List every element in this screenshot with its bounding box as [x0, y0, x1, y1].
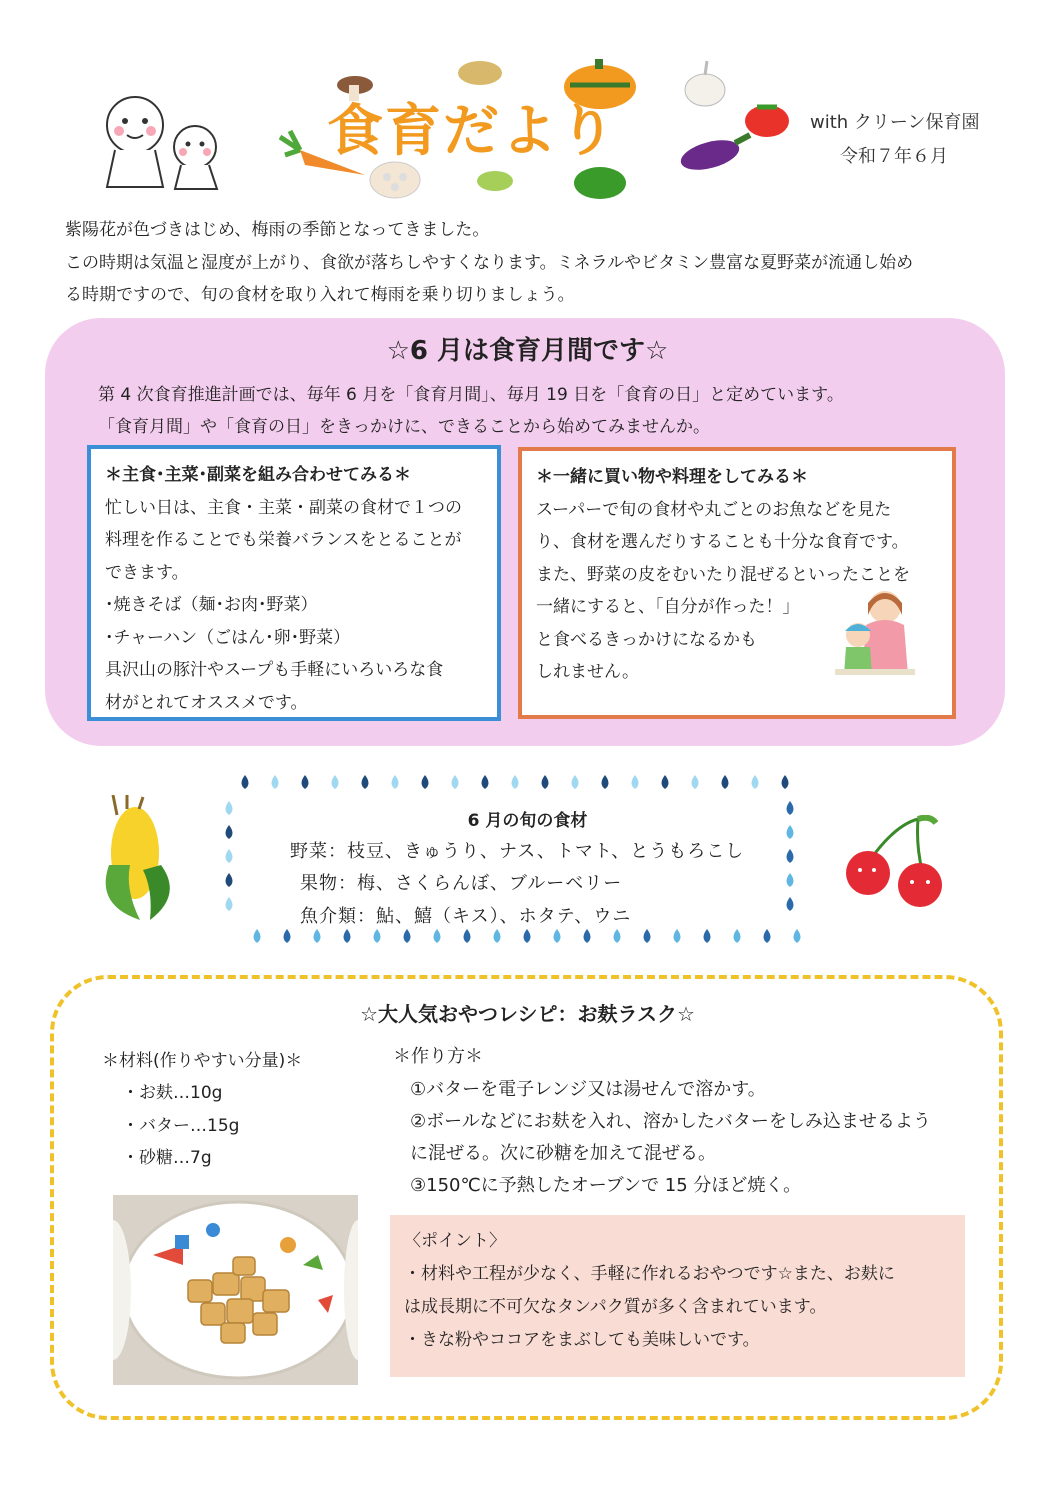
seasonal-fruits: 果物：梅、さくらんぼ、ブルーベリー	[300, 873, 623, 894]
seasonal-vegetables: 野菜：枝豆、きゅうり、ナス、トマト、とうもろこし	[290, 841, 745, 862]
raindrop-icon	[787, 873, 794, 887]
raindrop-icon	[787, 897, 794, 911]
point-line: ・きな粉やココアをまぶしても美味しいです。	[404, 1330, 760, 1350]
combine-dishes-box	[87, 445, 501, 721]
raindrop-icon	[662, 775, 669, 789]
raindrop-icon	[452, 775, 459, 789]
raindrop-icon	[572, 775, 579, 789]
cook-together-line: スーパーで旬の食材や丸ごとのお魚などを見た	[536, 499, 892, 520]
combine-dishes-line: ･焼きそば（麺･お肉･野菜）	[105, 595, 318, 615]
teru-teru-bozu-icon	[107, 97, 217, 189]
cook-together-line: 一緒にすると、「自分が作った！」	[536, 597, 800, 617]
recipe-title: ☆大人気おやつレシピ：お麸ラスク☆	[360, 1002, 695, 1026]
raindrop-icon	[482, 775, 489, 789]
raindrop-icon	[674, 929, 681, 943]
cook-together-heading: ＊一緒に買い物や料理をしてみる＊	[536, 467, 808, 487]
mushroom-icon	[337, 76, 373, 101]
point-line: は成長期に不可欠なタンパク質が多く含まれています。	[404, 1297, 827, 1317]
intro-line-1: 紫陽花が色づきはじめ、梅雨の季節となってきました。	[65, 220, 490, 240]
method-step: ①バターを電子レンジ又は湯せんで溶かす。	[410, 1079, 766, 1100]
raindrop-icon	[787, 849, 794, 863]
raindrop-icon	[764, 929, 771, 943]
combine-dishes-line: 料理を作ることでも栄養バランスをとることが	[105, 530, 462, 550]
organization-name: with クリーン保育園	[810, 112, 980, 133]
raindrop-icon	[584, 929, 591, 943]
point-heading: 〈ポイント〉	[404, 1231, 506, 1251]
header-illustration	[95, 55, 795, 205]
method-step: ③150℃に予熱したオーブンで 15 分ほど焼く。	[410, 1175, 802, 1196]
raindrop-icon	[794, 929, 801, 943]
rusk-photo	[113, 1195, 358, 1385]
raindrop-icon	[374, 929, 381, 943]
raindrop-icon	[302, 775, 309, 789]
green-pepper-icon	[574, 167, 626, 199]
raindrop-icon	[734, 929, 741, 943]
ingredient-item: ・お麸…10g	[122, 1083, 223, 1103]
raindrop-icon	[434, 929, 441, 943]
method-step: ②ボールなどにお麸を入れ、溶かしたバターをしみ込ませるよう	[410, 1111, 931, 1132]
cook-together-line: また、野菜の皮をむいたり混ぜるといったことを	[536, 564, 910, 585]
cook-together-line: しれません。	[536, 662, 640, 682]
raindrop-icon	[542, 775, 549, 789]
combine-dishes-line: ･チャーハン（ごはん･卵･野菜）	[105, 627, 351, 648]
mother-child-cooking-icon	[830, 585, 920, 680]
bean-icon	[477, 171, 513, 191]
raindrop-icon	[392, 775, 399, 789]
food-month-line-2: 「食育月間」や「食育の日」をきっかけに、できることから始めてみませんか。	[98, 417, 710, 437]
tomato-icon	[745, 105, 789, 137]
method-heading: ＊作り方＊	[393, 1046, 483, 1067]
ingredient-item: ・砂糖…7g	[122, 1148, 212, 1168]
raindrop-icon	[692, 775, 699, 789]
newsletter-title: 食育だより	[327, 99, 617, 164]
raindrop-icon	[362, 775, 369, 789]
raindrop-icon	[722, 775, 729, 789]
raindrop-icon	[632, 775, 639, 789]
potato-icon	[458, 61, 502, 85]
raindrop-icon	[494, 929, 501, 943]
combine-dishes-line: 忙しい日は、主食・主菜・副菜の食材で１つの	[105, 497, 462, 518]
seasonal-title: 6 月の旬の食材	[467, 811, 588, 831]
raindrop-icon	[254, 929, 261, 943]
raindrop-icon	[464, 929, 471, 943]
method-step: に混ぜる。次に砂糖を加えて混ぜる。	[410, 1143, 716, 1164]
raindrop-icon	[782, 775, 789, 789]
combine-dishes-line: できます。	[105, 562, 189, 583]
combine-dishes-line: 材がとれてオススメです。	[105, 692, 308, 713]
raindrop-icon	[512, 775, 519, 789]
raindrop-icon	[226, 873, 233, 887]
combine-dishes-heading: ＊主食･主菜･副菜を組み合わせてみる＊	[105, 465, 411, 485]
recipe-point-box	[390, 1215, 965, 1377]
food-month-line-1: 第 4 次食育推進計画では、毎年 6 月を「食育月間」、毎月 19 日を「食育の日」と定めています。	[98, 385, 844, 405]
raindrop-icon	[284, 929, 291, 943]
cook-together-line: り、食材を選んだりすることも十分な食育です。	[536, 532, 909, 552]
raindrop-icon	[344, 929, 351, 943]
raindrop-icon	[524, 929, 531, 943]
point-line: ・材料や工程が少なく、手軽に作れるおやつです☆また、お麸に	[404, 1264, 895, 1284]
raindrop-icon	[644, 929, 651, 943]
eggplant-icon	[678, 135, 750, 176]
raindrop-icon	[314, 929, 321, 943]
ingredient-item: ・バター…15g	[122, 1116, 240, 1136]
lotus-root-icon	[370, 162, 420, 198]
seasonal-seafood: 魚介類：鮎、鱚（キス）、ホタテ、ウニ	[300, 906, 632, 927]
combine-dishes-line: 具沢山の豚汁やスープも手軽にいろいろな食	[105, 660, 444, 680]
raindrop-icon	[242, 775, 249, 789]
raindrop-icon	[554, 929, 561, 943]
raindrop-icon	[752, 775, 759, 789]
raindrop-icon	[226, 849, 233, 863]
raindrop-icon	[614, 929, 621, 943]
food-month-title: ☆6 月は食育月間です☆	[386, 336, 669, 366]
raindrop-icon	[704, 929, 711, 943]
raindrop-icon	[602, 775, 609, 789]
issue-date: 令和７年６月	[840, 146, 948, 167]
garlic-icon	[685, 61, 725, 106]
raindrop-icon	[404, 929, 411, 943]
raindrop-icon	[332, 775, 339, 789]
raindrop-icon	[422, 775, 429, 789]
cook-together-line: と食べるきっかけになるかも	[536, 629, 757, 650]
intro-line-2: この時期は気温と湿度が上がり、食欲が落ちしやすくなります。ミネラルやビタミン豊富な夏野菜が流通し始め	[65, 253, 914, 273]
raindrop-icon	[272, 775, 279, 789]
ingredients-heading: ＊材料(作りやすい分量)＊	[102, 1051, 303, 1071]
raindrop-icon	[226, 897, 233, 911]
intro-line-3: る時期ですので、旬の食材を取り入れて梅雨を乗り切りましょう。	[65, 285, 575, 305]
